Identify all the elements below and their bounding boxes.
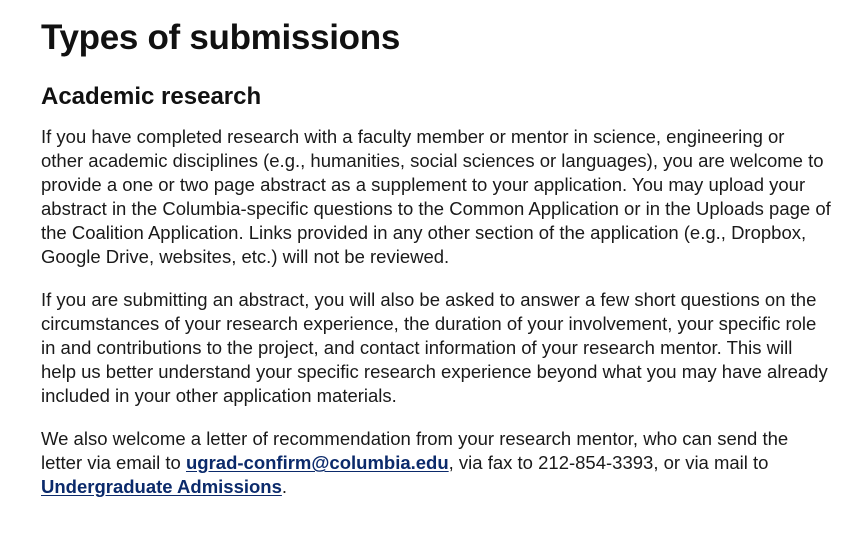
recommendation-text-middle: , via fax to 212-854-3393, or via mail to	[448, 452, 769, 473]
paragraph-research-abstract: If you have completed research with a faculty member or mentor in science, engineering or other academic disciplines (e.g., humanities, social sciences or languages), you are welcome to provide a one or two page abstract as a supplement to your application. You may upload your abstract in the Columbia-specific questions to the Common Application or in the Uploads page of the Coalition Application. Links provided in any other section of the application (e.g., Dropbox, Google Drive, websites, etc.) will not be reviewed.	[41, 126, 831, 267]
main-content	[41, 0, 831, 499]
paragraph-recommendation-letter	[41, 427, 831, 499]
undergraduate-admissions-link[interactable]: Undergraduate Admissions	[41, 476, 282, 497]
recommendation-text-start: We also welcome a letter of recommendation from your research mentor, who can send the letter via email to	[41, 428, 789, 473]
section-heading: Academic research	[41, 83, 262, 110]
page-title: Types of submissions	[41, 18, 400, 57]
paragraph-abstract-questions: If you are submitting an abstract, you will also be asked to answer a few short questions on the circumstances of your research experience, the duration of your involvement, your specific role in and contributions to the project, and contact information of your research mentor. This will help us better understand your specific research experience beyond what you may have already included in your other application materials.	[41, 289, 828, 406]
email-link[interactable]: ugrad-confirm@columbia.edu	[185, 452, 449, 473]
recommendation-text-end: .	[281, 476, 288, 497]
